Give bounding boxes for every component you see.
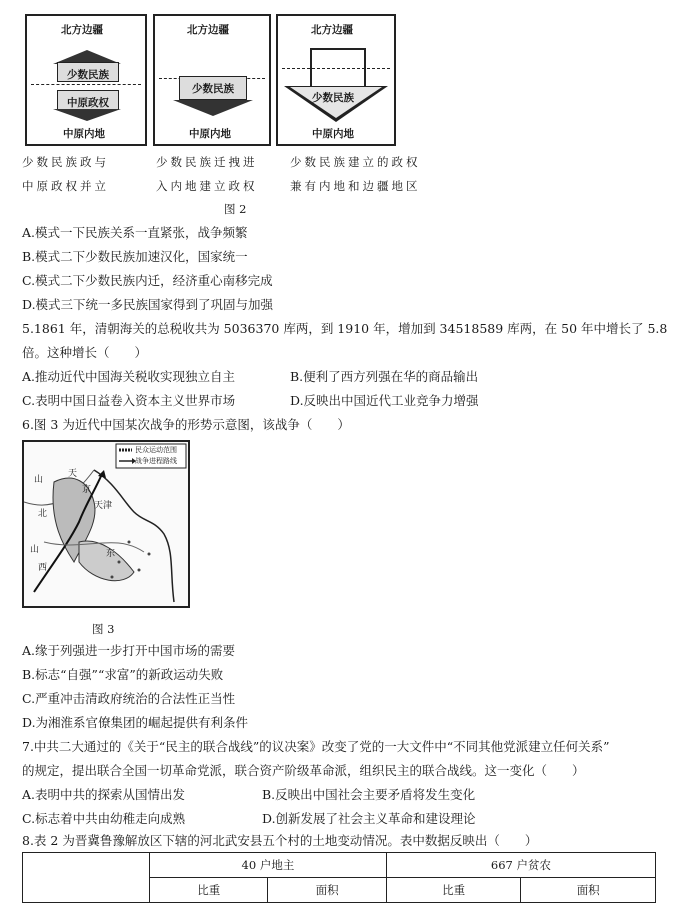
table-sub-header: 比重 (386, 878, 521, 903)
q7-option-b: B.反映出中国社会主要矛盾将发生变化 (262, 787, 476, 802)
q6-option-d: D.为湘淮系官僚集团的崛起提供有利条件 (22, 715, 249, 730)
map-label-2: 天 (68, 469, 78, 479)
table-2 (22, 852, 656, 903)
map-graphic (24, 442, 188, 606)
map-label-3: 京 (82, 485, 92, 495)
map-label-5: 北 (38, 509, 48, 519)
figure2-title: 图 2 (224, 202, 247, 216)
panel1-box-minority: 少数民族 (57, 62, 119, 82)
figure3-map (22, 440, 190, 608)
panel3-caption-line2: 兼有内地和边疆地区 (290, 179, 421, 193)
q7-stem-line2: 的规定，提出联合全国一切革命党派，联合资产阶级革命派，组织民主的联合战线。这一变化（ ） (22, 763, 585, 778)
map-legend-item-2: 战争进程路线 (135, 457, 177, 465)
map-label-7: 西 (38, 563, 48, 573)
panel3-dashed-border (282, 68, 390, 69)
panel2-bottom-label: 中原内地 (189, 128, 231, 140)
q4-option-a: A.模式一下民族关系一直紧张，战争频繁 (22, 225, 248, 240)
table-row (23, 853, 656, 878)
panel1-caption-line1: 少数民族政与 (22, 155, 109, 169)
panel2-box-minority: 少数民族 (179, 76, 247, 100)
q5-option-b: B.便利了西方列强在华的商品输出 (290, 369, 479, 384)
panel1-box-central: 中原政权 (57, 90, 119, 110)
map-label-4: 天津 (94, 501, 113, 511)
panel3-top-label: 北方边疆 (311, 24, 353, 36)
q5-option-a: A.推动近代中国海关税收实现独立自主 (22, 369, 236, 384)
panel1-arrow-down (53, 109, 121, 121)
table-sub-header: 比重 (150, 878, 268, 903)
q7-stem-line1: 7.中共二大通过的《关于“民主的联合战线”的议决案》改变了党的一大文件中“不同其他党派建立任何关系” (22, 739, 610, 754)
panel3-bottom-label: 中原内地 (312, 128, 354, 140)
table-sub-header: 面积 (521, 878, 656, 903)
figure2-panel-3 (276, 14, 396, 146)
q4-option-d: D.模式三下统一多民族国家得到了巩固与加强 (22, 297, 274, 312)
panel1-top-label: 北方边疆 (61, 24, 103, 36)
figure3-title: 图 3 (92, 622, 115, 636)
panel1-bottom-label: 中原内地 (63, 128, 105, 140)
panel3-caption-line1: 少数民族建立的政权 (290, 155, 421, 169)
panel2-top-label: 北方边疆 (187, 24, 229, 36)
q4-option-c: C.模式二下少数民族内迁，经济重心南移完成 (22, 273, 273, 288)
q7-option-c: C.标志着中共由幼稚走向成熟 (22, 811, 186, 826)
panel2-arrow-down (173, 100, 253, 116)
panel2-caption-line1: 少数民族迁拽进 (156, 155, 258, 169)
map-label-1: 山 (34, 475, 44, 485)
q8-stem: 8.表 2 为晋冀鲁豫解放区下辖的河北武安县五个村的土地变动情况。表中数据反映出（ ） (22, 833, 538, 848)
panel1-dashed-border (31, 84, 141, 85)
map-legend-item-1: 民众运动范围 (135, 446, 177, 454)
map-label-8: 东 (106, 549, 116, 559)
panel1-caption-line2: 中原政权并立 (22, 179, 109, 193)
q4-option-b: B.模式二下少数民族加速汉化，国家统一 (22, 249, 248, 264)
q6-stem: 6.图 3 为近代中国某次战争的形势示意图，该战争（ ） (22, 417, 350, 432)
figure2-panel-2 (153, 14, 271, 146)
q6-option-a: A.缘于列强进一步打开中国市场的需要 (22, 643, 236, 658)
q7-option-d: D.创新发展了社会主义革命和建设理论 (262, 811, 476, 826)
q5-option-c: C.表明中国日益卷入资本主义世界市场 (22, 393, 236, 408)
q5-stem-line2: 倍。这种增长（ ） (22, 345, 148, 360)
table-sub-header: 面积 (268, 878, 386, 903)
table-group-header-poor-peasants: 667 户贫农 (386, 853, 655, 878)
q5-stem-line1: 5.1861 年，清朝海关的总税收共为 5036370 库两，到 1910 年，增加到 34518589 库两，在 50 年中增长了 5.8 (22, 321, 668, 336)
q7-option-a: A.表明中共的探索从国情出发 (22, 787, 186, 802)
panel2-caption-line2: 入内地建立政权 (156, 179, 258, 193)
table-group-header-landlords: 40 户地主 (150, 853, 387, 878)
table-corner-cell (23, 853, 150, 903)
q6-option-c: C.严重冲击清政府统治的合法性正当性 (22, 691, 236, 706)
figure2-panel-1 (25, 14, 147, 146)
q6-option-b: B.标志“自强”“求富”的新政运动失败 (22, 667, 224, 682)
panel3-box-minority: 少数民族 (312, 92, 354, 104)
map-label-6: 山 (30, 545, 40, 555)
q5-option-d: D.反映出中国近代工业竞争力增强 (290, 393, 479, 408)
